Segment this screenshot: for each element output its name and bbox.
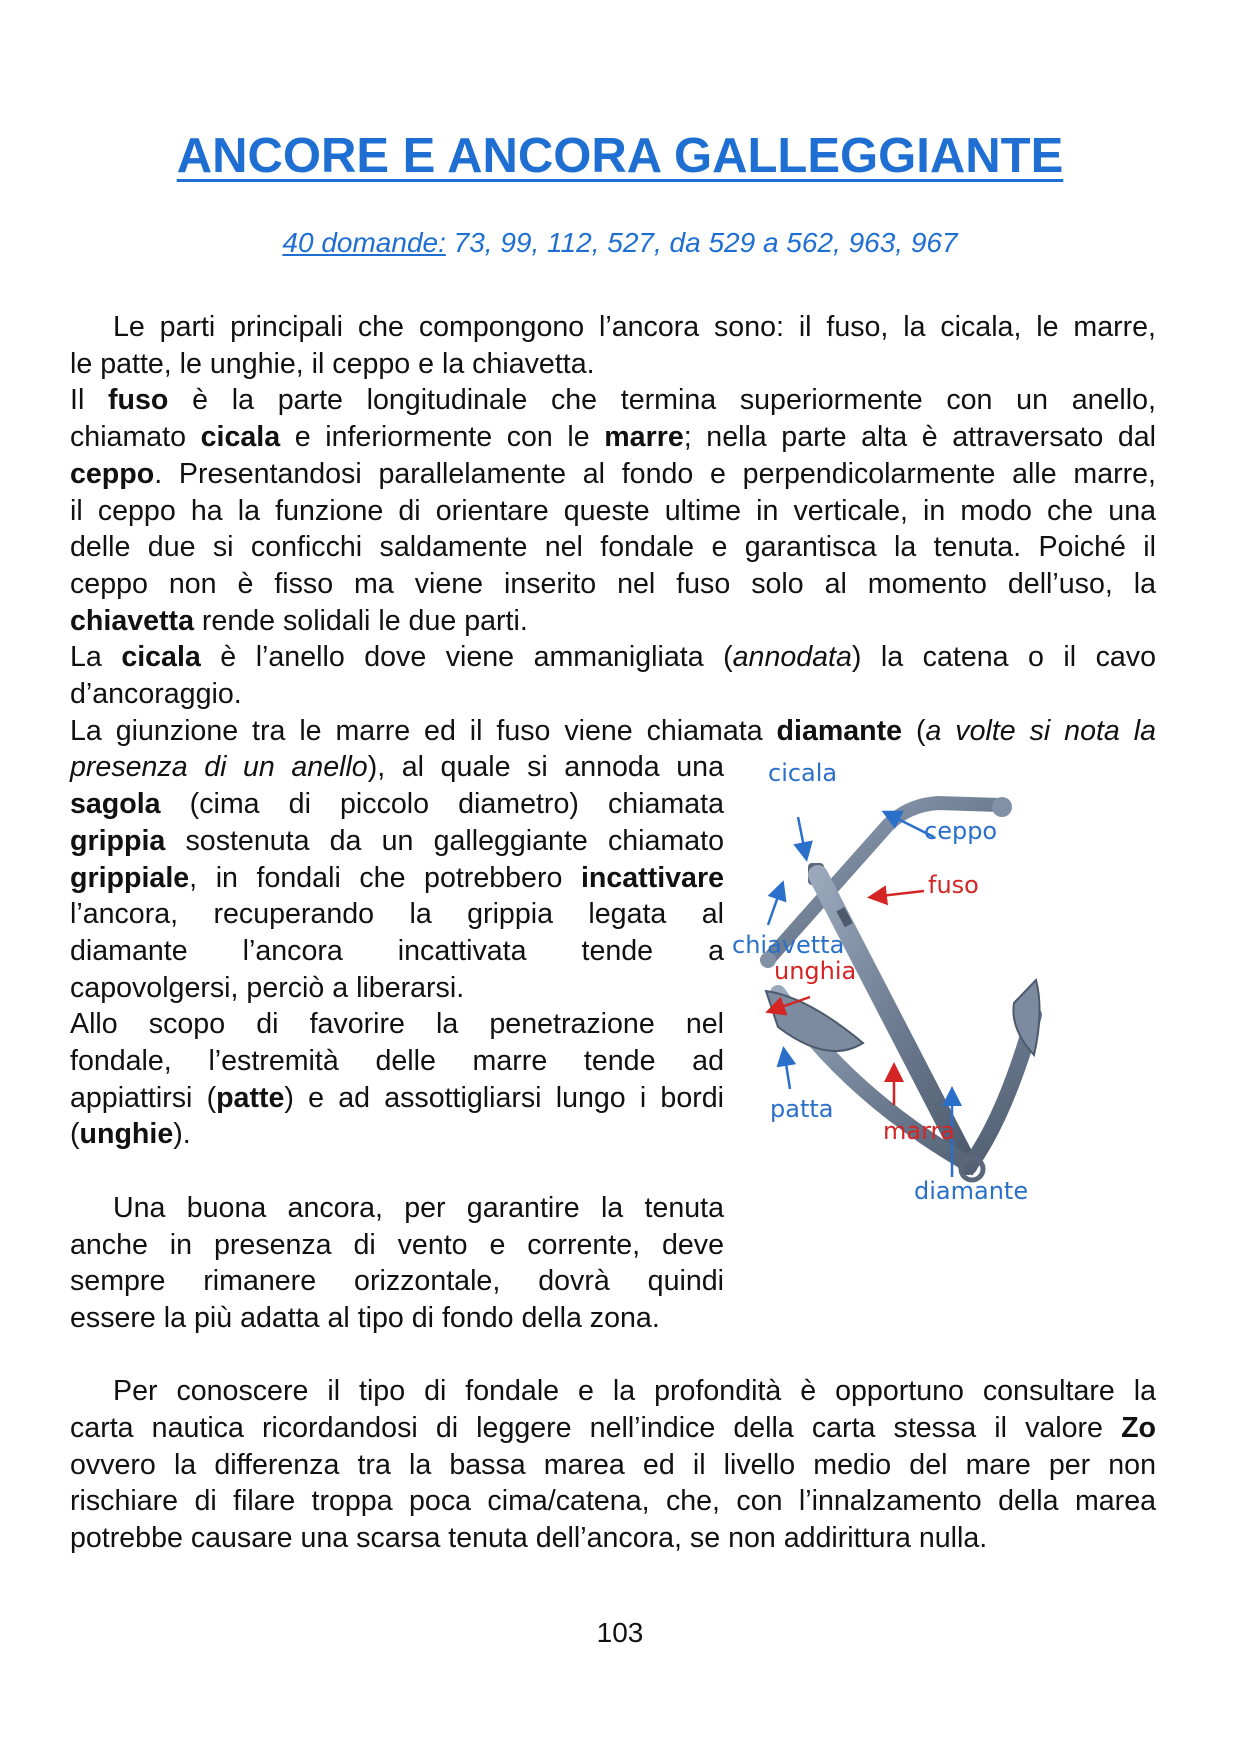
ceppo-end-knob	[992, 797, 1012, 817]
text-line: chiavetta rende solidali le due parti.	[70, 604, 528, 637]
question-numbers: 73, 99, 112, 527, da 529 a 562, 963, 967	[445, 227, 958, 258]
text-line: Il fuso è la parte longitudinale che termina superiormente con un anello,	[70, 384, 1156, 417]
label-fuso: fuso	[928, 871, 979, 899]
page-title: ANCORE E ANCORA GALLEGGIANTE	[176, 129, 1064, 183]
term-patte: patte	[216, 1081, 285, 1114]
text-line: rischiare di filare troppa poca cima/catena, che, con l’innalzamento della marea	[70, 1485, 1156, 1518]
term-ceppo: ceppo	[70, 457, 155, 490]
question-count: 40 domande:	[282, 227, 446, 258]
text-line: (unghie).	[70, 1118, 191, 1151]
text-line: le patte, le unghie, il ceppo e la chiavetta.	[70, 347, 595, 380]
paragraph-fuso	[70, 382, 1156, 639]
text-line: La cicala è l’anello dove viene ammanigliata (annodata) la catena o il cavo	[70, 641, 1157, 674]
term-marre: marre	[604, 421, 684, 454]
label-ceppo: ceppo	[924, 817, 998, 845]
text-line: diamante l’ancora incattivata tende a	[70, 934, 724, 967]
label-marra: marra	[883, 1117, 956, 1145]
text-line: appiattirsi (patte) e ad assottigliarsi lungo i bordi	[70, 1081, 724, 1114]
text-line: l’ancora, recuperando la grippia legata al	[70, 898, 724, 931]
text-line: presenza di un anello), al quale si annoda una	[70, 751, 724, 784]
text-line: ceppo non è fisso ma viene inserito nel fuso solo al momento dell’uso, la	[70, 567, 1156, 600]
arrow-patta	[784, 1051, 790, 1089]
text-line: Le parti principali che compongono l’ancora sono: il fuso, la cicala, le marre,	[113, 311, 1156, 343]
text-line: Una buona ancora, per garantire la tenuta	[113, 1191, 724, 1224]
term-grippiale: grippiale	[70, 861, 190, 894]
text-line: ceppo. Presentandosi parallelamente al fondo e perpendicolarmente alle marre,	[70, 457, 1156, 490]
text-line: La giunzione tra le marre ed il fuso viene chiamata diamante (a volte si nota la	[70, 714, 1156, 747]
text-line: il ceppo ha la funzione di orientare queste ultime in verticale, in modo che una	[70, 494, 1156, 527]
text-line: grippia sostenuta da un galleggiante chiamato	[70, 824, 724, 857]
text-line: carta nautica ricordandosi di leggere nell’indice della carta stessa il valore Zo	[70, 1412, 1156, 1445]
text-line: capovolgersi, perciò a liberarsi.	[70, 971, 465, 1004]
term-fuso: fuso	[108, 384, 169, 417]
patta-left-shape	[766, 991, 863, 1051]
text-line: delle due si conficchi saldamente nel fondale e garantisca la tenuta. Poiché il	[70, 531, 1156, 564]
text-line: potrebbe causare una scarsa tenuta dell’ancora, se non addirittura nulla.	[70, 1522, 988, 1555]
paragraph-fondale	[70, 1373, 1156, 1557]
term-grippia: grippia	[70, 824, 166, 857]
term-diamante: diamante	[776, 714, 903, 747]
term-sagola: sagola	[70, 788, 161, 821]
term-cicala: cicala	[121, 641, 201, 674]
term-zo: Zo	[1121, 1412, 1156, 1445]
question-reference	[0, 227, 1240, 259]
text-line: ovvero la differenza tra la bassa marea ed il livello medio del mare per non	[70, 1448, 1156, 1481]
arrow-fuso	[872, 891, 924, 897]
anchor-diagram	[732, 759, 1078, 1285]
page-number: 103	[596, 1617, 644, 1648]
text-line: grippiale, in fondali che potrebbero incattivare	[70, 861, 724, 894]
text-line: fondale, l’estremità delle marre tende ad	[70, 1045, 724, 1078]
text-line: chiamato cicala e inferiormente con le marre; nella parte alta è attraversato dal	[70, 421, 1157, 454]
text-line: essere la più adatta al tipo di fondo della zona.	[70, 1301, 660, 1334]
text-line: Allo scopo di favorire la penetrazione nel	[70, 1008, 724, 1041]
label-patta: patta	[770, 1095, 834, 1123]
text-line: d’ancoraggio.	[70, 678, 242, 711]
arrow-cicala	[798, 817, 806, 857]
text-line: sagola (cima di piccolo diametro) chiamata	[70, 788, 724, 821]
label-unghia: unghia	[774, 957, 857, 985]
anchor-illustration	[738, 765, 1078, 1285]
paragraph-cicala	[70, 639, 1156, 712]
paragraph-intro	[70, 309, 1156, 382]
term-incattivare: incattivare	[580, 861, 724, 894]
term-unghie: unghie	[79, 1118, 174, 1151]
text-line: anche in presenza di vento e corrente, deve	[70, 1228, 724, 1261]
term-chiavetta: chiavetta	[70, 604, 194, 637]
arrow-chiavetta	[768, 885, 782, 925]
label-chiavetta: chiavetta	[732, 931, 845, 959]
text-line: Per conoscere il tipo di fondale e la profondità è opportuno consultare la	[113, 1375, 1156, 1408]
label-diamante: diamante	[914, 1177, 1029, 1205]
term-cicala: cicala	[200, 421, 281, 454]
text-line: sempre rimanere orizzontale, dovrà quindi	[70, 1265, 724, 1298]
label-cicala: cicala	[768, 759, 838, 787]
